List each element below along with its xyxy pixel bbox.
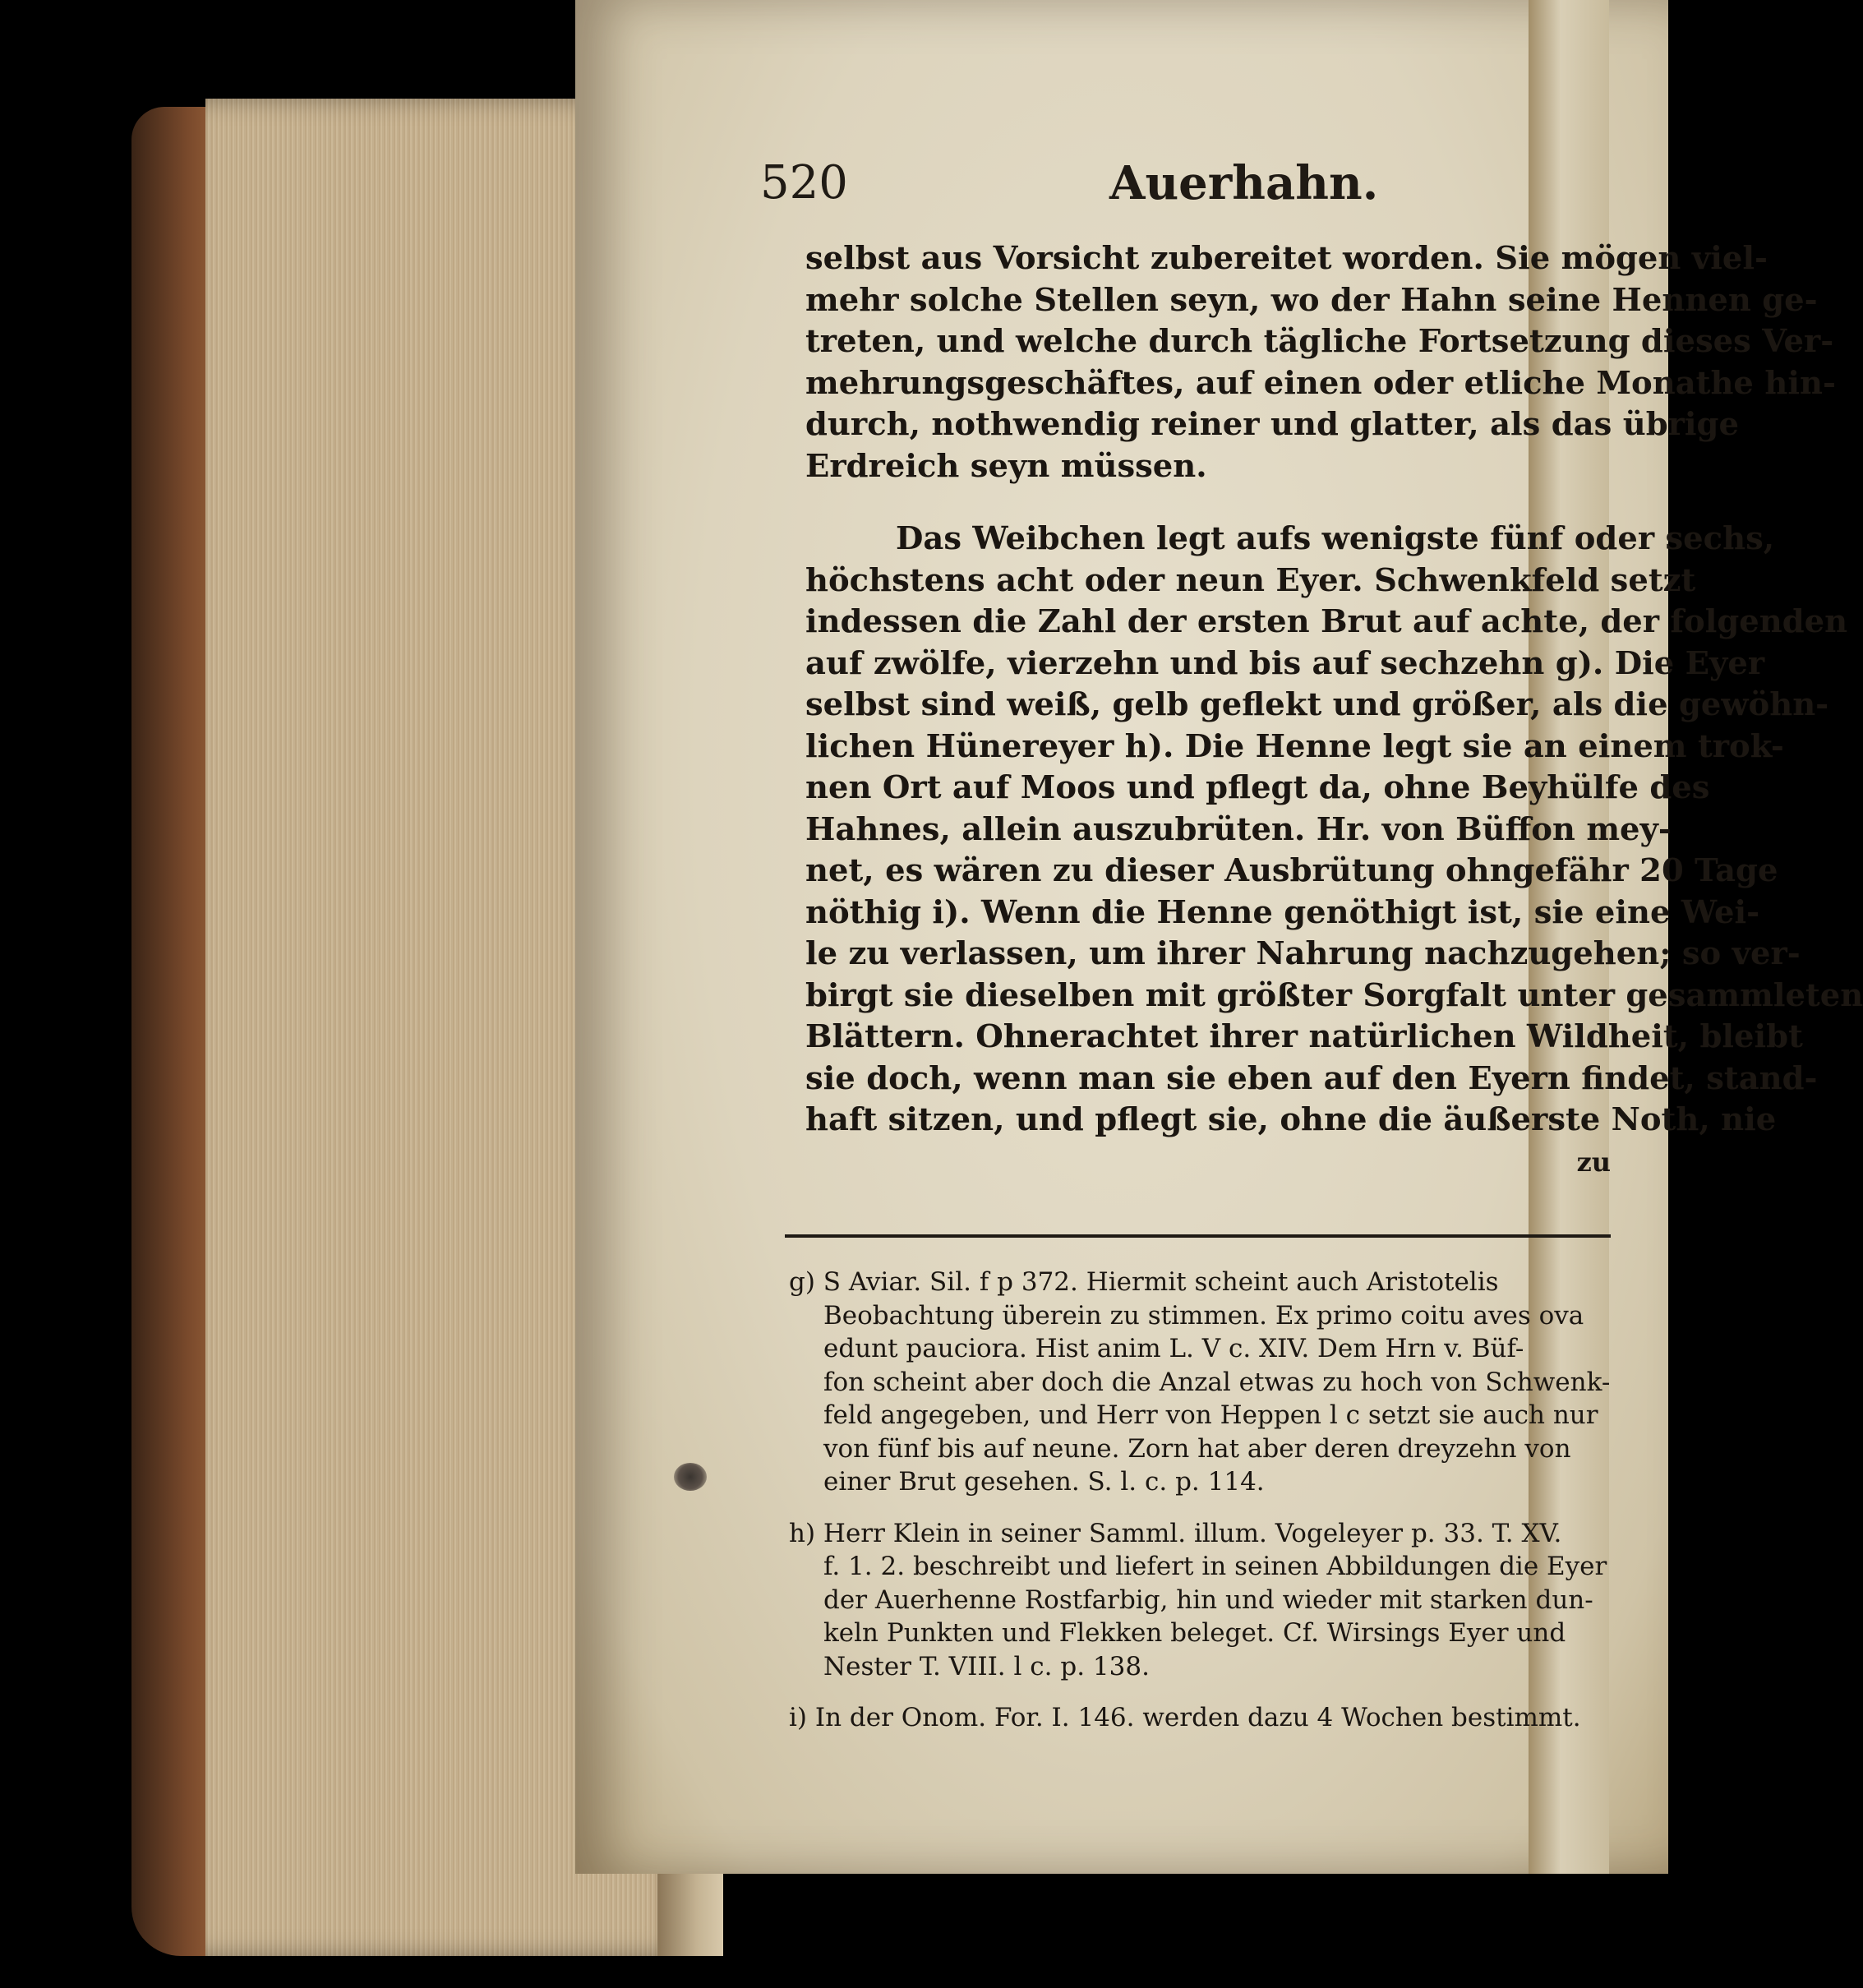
footnotes <box>789 1266 1611 1753</box>
text-line: birgt sie dieselben mit größter Sorgfalt unter gesammleten <box>805 976 1863 1014</box>
footnote-line: fon scheint aber doch die Anzal etwas zu hoch von Schwenk- <box>823 1367 1611 1397</box>
text-line: lichen Hünereyer h). Die Henne legt sie an einem trok- <box>805 727 1784 765</box>
text-line: selbst sind weiß, gelb geflekt und größer, als die gewöhn- <box>805 686 1829 723</box>
ink-stain <box>674 1463 707 1491</box>
footnote-h <box>789 1517 1611 1684</box>
footnote-line: Beobachtung überein zu stimmen. Ex primo coitu aves ova <box>823 1300 1584 1331</box>
footnote-line: i) In der Onom. For. I. 146. werden dazu 4 Wochen bestimmt. <box>789 1703 1581 1732</box>
text-line: mehrungsgeschäftes, auf einen oder etliche Monathe hin- <box>805 364 1836 402</box>
footnote-i <box>789 1701 1611 1735</box>
text-line: Das Weibchen legt aufs wenigste fünf oder sechs, <box>896 520 1775 557</box>
footnote-line: keln Punkten und Flekken beleget. Cf. Wirsings Eyer und <box>823 1618 1566 1648</box>
footnote-line: Nester T. VIII. l c. p. 138. <box>823 1651 1150 1681</box>
footnote-line: einer Brut gesehen. S. l. c. p. 114. <box>823 1467 1265 1497</box>
text-line: le zu verlassen, um ihrer Nahrung nachzugehen; so ver- <box>805 935 1801 972</box>
text-line: Erdreich seyn müssen. <box>805 447 1207 485</box>
text-line: haft sitzen, und pflegt sie, ohne die äußerste Noth, nie <box>805 1101 1777 1138</box>
footnote-line: feld angegeben, und Herr von Heppen l c setzt sie auch nur <box>823 1400 1598 1430</box>
footnote-line: der Auerhenne Rostfarbig, hin und wieder mit starken dun- <box>823 1584 1593 1615</box>
footnote-line: von fünf bis auf neune. Zorn hat aber deren dreyzehn von <box>823 1433 1571 1464</box>
text-line: nen Ort auf Moos und pflegt da, ohne Beyhülfe des <box>805 769 1710 806</box>
text-line: selbst aus Vorsicht zubereitet worden. Sie mögen viel- <box>805 240 1768 277</box>
page-header <box>760 156 1379 230</box>
paragraph-1 <box>805 238 1836 487</box>
main-text <box>805 238 1863 1183</box>
footnote-g <box>789 1266 1611 1499</box>
text-line: indessen die Zahl der ersten Brut auf achte, der folgenden <box>805 603 1848 640</box>
text-line: net, es wären zu dieser Ausbrütung ohngefähr 20 Tage <box>805 852 1778 889</box>
footnote-rule <box>785 1234 1611 1238</box>
text-line: auf zwölfe, vierzehn und bis auf sechzehn g). Die Eyer <box>805 644 1765 682</box>
page-number: 520 <box>760 156 848 210</box>
running-head: Auerhahn. <box>1109 156 1379 210</box>
text-line: Blättern. Ohnerachtet ihrer natürlichen Wildheit, bleibt <box>805 1018 1803 1055</box>
footnote-line: h) Herr Klein in seiner Samml. illum. Vogeleyer p. 33. T. XV. <box>789 1518 1562 1548</box>
text-line: Hahnes, allein auszubrüten. Hr. von Büffon mey- <box>805 810 1672 848</box>
text-line: durch, nothwendig reiner und glatter, als das übrige <box>805 406 1739 443</box>
text-line: treten, und welche durch tägliche Fortsetzung dieses Ver- <box>805 323 1834 360</box>
text-line: höchstens acht oder neun Eyer. Schwenkfeld setzt <box>805 561 1696 599</box>
footnote-line: edunt pauciora. Hist anim L. V c. XIV. Dem Hrn v. Büf- <box>823 1334 1524 1363</box>
catchword: zu <box>1576 1146 1611 1178</box>
text-line: mehr solche Stellen seyn, wo der Hahn seine Hennen ge- <box>805 281 1818 319</box>
footnote-line: f. 1. 2. beschreibt und liefert in seinen Abbildungen die Eyer <box>823 1552 1607 1581</box>
paragraph-2 <box>805 519 1863 1142</box>
text-line: sie doch, wenn man sie eben auf den Eyern findet, stand- <box>805 1059 1818 1097</box>
text-line: nöthig i). Wenn die Henne genöthigt ist, sie eine Wei- <box>805 893 1760 931</box>
footnote-line: g) S Aviar. Sil. f p 372. Hiermit scheint auch Aristotelis <box>789 1267 1499 1297</box>
